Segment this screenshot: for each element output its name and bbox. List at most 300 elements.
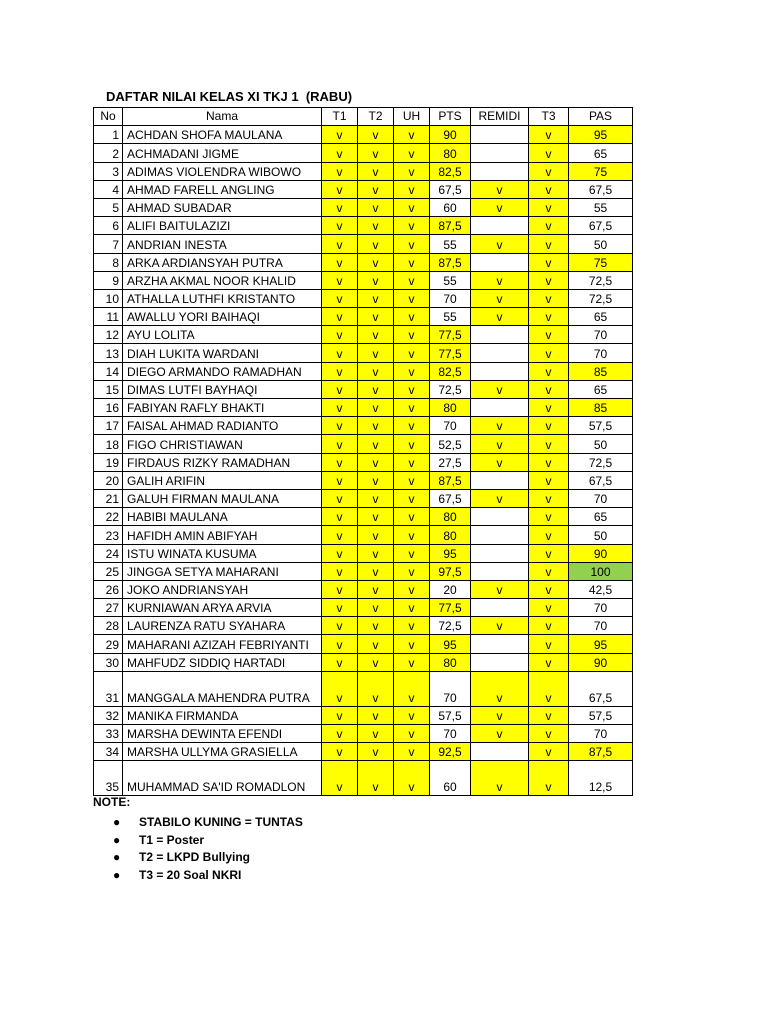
column-header-pts: PTS bbox=[430, 108, 471, 126]
cell-remidi bbox=[471, 253, 529, 271]
cell-t2: v bbox=[358, 508, 394, 526]
cell-t2: v bbox=[358, 526, 394, 544]
cell-pas: 57,5 bbox=[569, 706, 633, 724]
table-row bbox=[94, 562, 633, 580]
cell-pas: 90 bbox=[569, 653, 633, 671]
table-row bbox=[94, 326, 633, 344]
cell-pts: 52,5 bbox=[430, 435, 471, 453]
cell-uh: v bbox=[394, 617, 430, 635]
cell-pas: 70 bbox=[569, 617, 633, 635]
cell-remidi bbox=[471, 126, 529, 144]
cell-uh: v bbox=[394, 271, 430, 289]
cell-t3: v bbox=[529, 544, 569, 562]
cell-pts: 82,5 bbox=[430, 362, 471, 380]
cell-t1: v bbox=[322, 235, 358, 253]
table-row bbox=[94, 380, 633, 398]
cell-no: 20 bbox=[94, 471, 123, 489]
cell-t3: v bbox=[529, 253, 569, 271]
cell-uh: v bbox=[394, 706, 430, 724]
cell-nama: FABIYAN RAFLY BHAKTI bbox=[123, 399, 322, 417]
cell-t3: v bbox=[529, 380, 569, 398]
cell-pts: 80 bbox=[430, 526, 471, 544]
cell-remidi: v bbox=[471, 617, 529, 635]
cell-remidi bbox=[471, 635, 529, 653]
cell-t2: v bbox=[358, 235, 394, 253]
cell-uh: v bbox=[394, 235, 430, 253]
cell-t2: v bbox=[358, 198, 394, 216]
cell-pas: 12,5 bbox=[569, 761, 633, 796]
table-row bbox=[94, 344, 633, 362]
cell-t1: v bbox=[322, 635, 358, 653]
cell-t3: v bbox=[529, 144, 569, 162]
cell-t3: v bbox=[529, 271, 569, 289]
cell-t2: v bbox=[358, 706, 394, 724]
note-text: T1 = Poster bbox=[139, 832, 205, 847]
cell-pts: 97,5 bbox=[430, 562, 471, 580]
cell-nama: ANDRIAN INESTA bbox=[123, 235, 322, 253]
table-row bbox=[94, 635, 633, 653]
cell-pts: 80 bbox=[430, 508, 471, 526]
cell-no: 30 bbox=[94, 653, 123, 671]
cell-no: 26 bbox=[94, 580, 123, 598]
table-row bbox=[94, 308, 633, 326]
cell-uh: v bbox=[394, 671, 430, 706]
cell-t2: v bbox=[358, 671, 394, 706]
cell-no: 14 bbox=[94, 362, 123, 380]
cell-no: 2 bbox=[94, 144, 123, 162]
table-row bbox=[94, 144, 633, 162]
cell-pts: 82,5 bbox=[430, 162, 471, 180]
table-row bbox=[94, 706, 633, 724]
cell-t3: v bbox=[529, 344, 569, 362]
cell-no: 19 bbox=[94, 453, 123, 471]
cell-no: 28 bbox=[94, 617, 123, 635]
cell-remidi bbox=[471, 471, 529, 489]
cell-t1: v bbox=[322, 271, 358, 289]
cell-pts: 67,5 bbox=[430, 180, 471, 198]
cell-nama: FAISAL AHMAD RADIANTO bbox=[123, 417, 322, 435]
cell-nama: ACHDAN SHOFA MAULANA bbox=[123, 126, 322, 144]
cell-t2: v bbox=[358, 289, 394, 307]
cell-remidi: v bbox=[471, 271, 529, 289]
cell-no: 34 bbox=[94, 743, 123, 761]
cell-uh: v bbox=[394, 453, 430, 471]
cell-nama: KURNIAWAN ARYA ARVIA bbox=[123, 599, 322, 617]
cell-pts: 77,5 bbox=[430, 599, 471, 617]
cell-nama: ATHALLA LUTHFI KRISTANTO bbox=[123, 289, 322, 307]
cell-t2: v bbox=[358, 489, 394, 507]
cell-t2: v bbox=[358, 217, 394, 235]
cell-pts: 90 bbox=[430, 126, 471, 144]
cell-t3: v bbox=[529, 326, 569, 344]
table-row bbox=[94, 435, 633, 453]
cell-remidi bbox=[471, 562, 529, 580]
cell-t3: v bbox=[529, 235, 569, 253]
cell-nama: LAURENZA RATU SYAHARA bbox=[123, 617, 322, 635]
note-item bbox=[113, 867, 303, 885]
cell-nama: GALIH ARIFIN bbox=[123, 471, 322, 489]
cell-t1: v bbox=[322, 706, 358, 724]
cell-uh: v bbox=[394, 599, 430, 617]
cell-nama: JOKO ANDRIANSYAH bbox=[123, 580, 322, 598]
table-row bbox=[94, 725, 633, 743]
cell-remidi bbox=[471, 599, 529, 617]
cell-pts: 70 bbox=[430, 417, 471, 435]
cell-pas: 65 bbox=[569, 508, 633, 526]
cell-uh: v bbox=[394, 725, 430, 743]
cell-t3: v bbox=[529, 399, 569, 417]
cell-t3: v bbox=[529, 453, 569, 471]
cell-remidi: v bbox=[471, 489, 529, 507]
cell-nama: DIEGO ARMANDO RAMADHAN bbox=[123, 362, 322, 380]
cell-uh: v bbox=[394, 162, 430, 180]
cell-pas: 87,5 bbox=[569, 743, 633, 761]
cell-t1: v bbox=[322, 399, 358, 417]
cell-pas: 90 bbox=[569, 544, 633, 562]
cell-no: 22 bbox=[94, 508, 123, 526]
cell-no: 7 bbox=[94, 235, 123, 253]
cell-t2: v bbox=[358, 761, 394, 796]
cell-nama: MUHAMMAD SA'ID ROMADLON bbox=[123, 761, 322, 796]
table-row bbox=[94, 217, 633, 235]
cell-remidi: v bbox=[471, 725, 529, 743]
cell-uh: v bbox=[394, 326, 430, 344]
cell-pas: 42,5 bbox=[569, 580, 633, 598]
cell-nama: FIGO CHRISTIAWAN bbox=[123, 435, 322, 453]
cell-pas: 65 bbox=[569, 308, 633, 326]
cell-t1: v bbox=[322, 599, 358, 617]
table-row bbox=[94, 271, 633, 289]
cell-remidi bbox=[471, 508, 529, 526]
cell-nama: ARZHA AKMAL NOOR KHALID bbox=[123, 271, 322, 289]
cell-t1: v bbox=[322, 308, 358, 326]
bullet-icon: ● bbox=[113, 867, 121, 882]
cell-no: 6 bbox=[94, 217, 123, 235]
cell-remidi: v bbox=[471, 580, 529, 598]
cell-remidi: v bbox=[471, 435, 529, 453]
table-row bbox=[94, 508, 633, 526]
cell-t2: v bbox=[358, 435, 394, 453]
cell-pts: 55 bbox=[430, 308, 471, 326]
cell-pts: 70 bbox=[430, 671, 471, 706]
cell-remidi bbox=[471, 544, 529, 562]
cell-t1: v bbox=[322, 162, 358, 180]
column-header-t1: T1 bbox=[322, 108, 358, 126]
cell-nama: DIAH LUKITA WARDANI bbox=[123, 344, 322, 362]
cell-remidi: v bbox=[471, 180, 529, 198]
cell-pas: 70 bbox=[569, 489, 633, 507]
cell-no: 5 bbox=[94, 198, 123, 216]
cell-t1: v bbox=[322, 725, 358, 743]
cell-t3: v bbox=[529, 599, 569, 617]
cell-uh: v bbox=[394, 489, 430, 507]
cell-uh: v bbox=[394, 526, 430, 544]
column-header-pas: PAS bbox=[569, 108, 633, 126]
cell-no: 15 bbox=[94, 380, 123, 398]
cell-t3: v bbox=[529, 635, 569, 653]
table-row bbox=[94, 580, 633, 598]
cell-t1: v bbox=[322, 126, 358, 144]
cell-remidi: v bbox=[471, 380, 529, 398]
cell-uh: v bbox=[394, 362, 430, 380]
cell-pas: 72,5 bbox=[569, 289, 633, 307]
cell-t2: v bbox=[358, 471, 394, 489]
cell-pts: 60 bbox=[430, 198, 471, 216]
cell-remidi bbox=[471, 399, 529, 417]
cell-remidi bbox=[471, 217, 529, 235]
cell-pts: 70 bbox=[430, 725, 471, 743]
note-item bbox=[113, 832, 303, 850]
cell-uh: v bbox=[394, 471, 430, 489]
cell-t2: v bbox=[358, 453, 394, 471]
table-row bbox=[94, 417, 633, 435]
cell-remidi bbox=[471, 526, 529, 544]
cell-uh: v bbox=[394, 653, 430, 671]
cell-no: 31 bbox=[94, 671, 123, 706]
cell-t3: v bbox=[529, 198, 569, 216]
cell-t2: v bbox=[358, 635, 394, 653]
cell-t1: v bbox=[322, 435, 358, 453]
cell-pts: 77,5 bbox=[430, 326, 471, 344]
cell-remidi bbox=[471, 144, 529, 162]
cell-pas: 65 bbox=[569, 380, 633, 398]
table-row bbox=[94, 399, 633, 417]
cell-pas: 50 bbox=[569, 526, 633, 544]
note-label: NOTE: bbox=[93, 795, 131, 809]
column-header-remidi: REMIDI bbox=[471, 108, 529, 126]
cell-nama: ADIMAS VIOLENDRA WIBOWO bbox=[123, 162, 322, 180]
cell-uh: v bbox=[394, 380, 430, 398]
cell-nama: AWALLU YORI BAIHAQI bbox=[123, 308, 322, 326]
table-row bbox=[94, 617, 633, 635]
cell-t3: v bbox=[529, 580, 569, 598]
cell-no: 29 bbox=[94, 635, 123, 653]
cell-t3: v bbox=[529, 471, 569, 489]
cell-t2: v bbox=[358, 417, 394, 435]
cell-pts: 72,5 bbox=[430, 617, 471, 635]
cell-pts: 57,5 bbox=[430, 706, 471, 724]
cell-uh: v bbox=[394, 761, 430, 796]
grades-table-body bbox=[94, 126, 633, 796]
table-row bbox=[94, 526, 633, 544]
cell-no: 1 bbox=[94, 126, 123, 144]
cell-remidi: v bbox=[471, 453, 529, 471]
cell-t1: v bbox=[322, 617, 358, 635]
cell-t3: v bbox=[529, 671, 569, 706]
cell-t2: v bbox=[358, 253, 394, 271]
cell-pts: 67,5 bbox=[430, 489, 471, 507]
cell-remidi: v bbox=[471, 417, 529, 435]
note-item bbox=[113, 849, 303, 867]
column-header-t2: T2 bbox=[358, 108, 394, 126]
cell-uh: v bbox=[394, 417, 430, 435]
cell-pts: 92,5 bbox=[430, 743, 471, 761]
cell-t2: v bbox=[358, 653, 394, 671]
cell-t1: v bbox=[322, 453, 358, 471]
table-row bbox=[94, 653, 633, 671]
cell-t3: v bbox=[529, 761, 569, 796]
cell-pas: 75 bbox=[569, 253, 633, 271]
cell-pas: 85 bbox=[569, 399, 633, 417]
cell-t1: v bbox=[322, 217, 358, 235]
cell-no: 23 bbox=[94, 526, 123, 544]
cell-t1: v bbox=[322, 362, 358, 380]
bullet-icon: ● bbox=[113, 832, 121, 847]
cell-nama: HABIBI MAULANA bbox=[123, 508, 322, 526]
table-row bbox=[94, 489, 633, 507]
cell-uh: v bbox=[394, 399, 430, 417]
cell-pas: 70 bbox=[569, 599, 633, 617]
cell-nama: AHMAD FARELL ANGLING bbox=[123, 180, 322, 198]
cell-pts: 87,5 bbox=[430, 471, 471, 489]
cell-nama: ARKA ARDIANSYAH PUTRA bbox=[123, 253, 322, 271]
cell-t2: v bbox=[358, 562, 394, 580]
column-header-nama: Nama bbox=[123, 108, 322, 126]
cell-pas: 55 bbox=[569, 198, 633, 216]
table-row bbox=[94, 544, 633, 562]
table-row bbox=[94, 362, 633, 380]
cell-pas: 70 bbox=[569, 326, 633, 344]
cell-t2: v bbox=[358, 362, 394, 380]
bullet-icon: ● bbox=[113, 815, 121, 829]
cell-remidi bbox=[471, 362, 529, 380]
cell-no: 24 bbox=[94, 544, 123, 562]
cell-t3: v bbox=[529, 562, 569, 580]
cell-pas: 50 bbox=[569, 435, 633, 453]
cell-t3: v bbox=[529, 217, 569, 235]
cell-uh: v bbox=[394, 308, 430, 326]
cell-t2: v bbox=[358, 399, 394, 417]
cell-uh: v bbox=[394, 562, 430, 580]
cell-t1: v bbox=[322, 562, 358, 580]
cell-pas: 75 bbox=[569, 162, 633, 180]
cell-nama: MANIKA FIRMANDA bbox=[123, 706, 322, 724]
cell-pts: 55 bbox=[430, 271, 471, 289]
cell-remidi bbox=[471, 344, 529, 362]
cell-pts: 55 bbox=[430, 235, 471, 253]
cell-uh: v bbox=[394, 544, 430, 562]
cell-t1: v bbox=[322, 544, 358, 562]
cell-nama: GALUH FIRMAN MAULANA bbox=[123, 489, 322, 507]
cell-t1: v bbox=[322, 198, 358, 216]
table-row bbox=[94, 162, 633, 180]
cell-pts: 70 bbox=[430, 289, 471, 307]
cell-no: 32 bbox=[94, 706, 123, 724]
cell-no: 21 bbox=[94, 489, 123, 507]
cell-remidi: v bbox=[471, 198, 529, 216]
cell-no: 25 bbox=[94, 562, 123, 580]
cell-pts: 20 bbox=[430, 580, 471, 598]
column-header-no: No bbox=[94, 108, 123, 126]
cell-remidi bbox=[471, 326, 529, 344]
cell-t2: v bbox=[358, 326, 394, 344]
cell-pas: 67,5 bbox=[569, 671, 633, 706]
cell-nama: MARSHA ULLYMA GRASIELLA bbox=[123, 743, 322, 761]
cell-no: 18 bbox=[94, 435, 123, 453]
cell-remidi bbox=[471, 743, 529, 761]
table-row bbox=[94, 471, 633, 489]
cell-no: 8 bbox=[94, 253, 123, 271]
cell-t1: v bbox=[322, 289, 358, 307]
cell-t2: v bbox=[358, 544, 394, 562]
cell-remidi: v bbox=[471, 308, 529, 326]
cell-t2: v bbox=[358, 617, 394, 635]
cell-t1: v bbox=[322, 580, 358, 598]
cell-uh: v bbox=[394, 198, 430, 216]
cell-pas: 70 bbox=[569, 725, 633, 743]
cell-t1: v bbox=[322, 526, 358, 544]
cell-uh: v bbox=[394, 435, 430, 453]
cell-nama: JINGGA SETYA MAHARANI bbox=[123, 562, 322, 580]
cell-pts: 80 bbox=[430, 399, 471, 417]
cell-t3: v bbox=[529, 289, 569, 307]
cell-nama: HAFIDH AMIN ABIFYAH bbox=[123, 526, 322, 544]
table-row bbox=[94, 289, 633, 307]
table-row bbox=[94, 198, 633, 216]
cell-uh: v bbox=[394, 144, 430, 162]
cell-t1: v bbox=[322, 253, 358, 271]
table-row bbox=[94, 671, 633, 706]
cell-remidi bbox=[471, 653, 529, 671]
cell-no: 16 bbox=[94, 399, 123, 417]
note-text: STABILO KUNING = TUNTAS bbox=[139, 815, 303, 829]
note-text: T3 = 20 Soal NKRI bbox=[139, 867, 242, 882]
cell-pts: 60 bbox=[430, 761, 471, 796]
cell-pts: 95 bbox=[430, 635, 471, 653]
cell-nama: AHMAD SUBADAR bbox=[123, 198, 322, 216]
cell-t1: v bbox=[322, 761, 358, 796]
cell-t3: v bbox=[529, 362, 569, 380]
cell-uh: v bbox=[394, 743, 430, 761]
cell-t1: v bbox=[322, 471, 358, 489]
cell-nama: ALIFI BAITULAZIZI bbox=[123, 217, 322, 235]
note-text: T2 = LKPD Bullying bbox=[139, 850, 251, 865]
cell-pts: 87,5 bbox=[430, 253, 471, 271]
cell-nama: ISTU WINATA KUSUMA bbox=[123, 544, 322, 562]
cell-no: 35 bbox=[94, 761, 123, 796]
cell-remidi: v bbox=[471, 671, 529, 706]
column-header-uh: UH bbox=[394, 108, 430, 126]
cell-pts: 80 bbox=[430, 144, 471, 162]
cell-uh: v bbox=[394, 126, 430, 144]
cell-uh: v bbox=[394, 180, 430, 198]
cell-t2: v bbox=[358, 743, 394, 761]
cell-uh: v bbox=[394, 580, 430, 598]
cell-t1: v bbox=[322, 180, 358, 198]
table-row bbox=[94, 180, 633, 198]
cell-pts: 87,5 bbox=[430, 217, 471, 235]
cell-t2: v bbox=[358, 308, 394, 326]
table-row bbox=[94, 235, 633, 253]
cell-t1: v bbox=[322, 671, 358, 706]
cell-pas: 72,5 bbox=[569, 271, 633, 289]
cell-t3: v bbox=[529, 180, 569, 198]
cell-t3: v bbox=[529, 435, 569, 453]
cell-t2: v bbox=[358, 271, 394, 289]
bullet-icon: ● bbox=[113, 850, 121, 865]
cell-uh: v bbox=[394, 635, 430, 653]
grades-table bbox=[93, 107, 633, 796]
page-title: DAFTAR NILAI KELAS XI TKJ 1 (RABU) bbox=[106, 89, 353, 104]
cell-pas: 67,5 bbox=[569, 217, 633, 235]
cell-t2: v bbox=[358, 344, 394, 362]
cell-uh: v bbox=[394, 253, 430, 271]
cell-no: 12 bbox=[94, 326, 123, 344]
cell-t1: v bbox=[322, 344, 358, 362]
cell-t2: v bbox=[358, 580, 394, 598]
cell-t2: v bbox=[358, 180, 394, 198]
cell-t2: v bbox=[358, 599, 394, 617]
